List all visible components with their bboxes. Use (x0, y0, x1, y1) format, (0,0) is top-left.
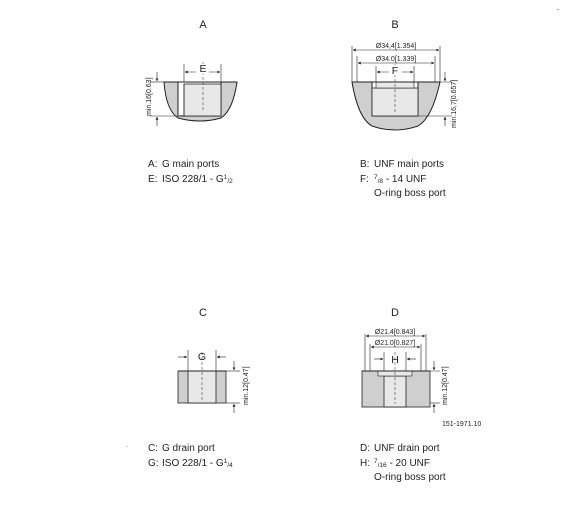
view-d-dia-inner: Ø21.0[0.827] (374, 340, 416, 347)
view-c-bore-label: G (197, 351, 207, 363)
view-b-dia-outer: Ø34,4[1.354] (375, 43, 417, 50)
view-a-bore-label: E (199, 63, 207, 75)
view-b-letter: B (391, 19, 399, 31)
view-d-letter: D (391, 307, 399, 319)
stray-mark: - (557, 7, 560, 14)
view-b-depth-dim: min.16,7[0.657] (451, 79, 458, 128)
caption-a: A: G main ports E: ISO $228/1 - G^1/2$ (148, 159, 233, 185)
view-b (352, 19, 458, 130)
view-d-depth-dim: min.12[0.47] (442, 366, 449, 405)
drawing-reference: 151-1971.10 (442, 421, 482, 428)
view-d-dia-outer: Ø21.4[0.843] (374, 329, 416, 336)
view-c-letter: C (199, 307, 207, 319)
view-d-bore-label: H (391, 354, 399, 366)
view-a-bore (184, 84, 221, 116)
view-a-depth-dim: min.16[0.63] (146, 77, 153, 116)
view-b-dia-inner: Ø34.0[1.339] (375, 56, 417, 63)
view-a-letter: A (199, 19, 207, 31)
view-d (362, 307, 449, 413)
caption-b: B: UNF main ports F: $^7$/8 - 14 UNF O-ring boss port (360, 159, 446, 199)
stray-mark: . (126, 442, 128, 449)
view-c-depth-dim: min.12[0.47] (243, 366, 250, 405)
view-a (146, 19, 237, 126)
caption-c: C: G drain port G: ISO $228/1 - G^1/4$ (148, 443, 233, 469)
view-c (178, 307, 250, 413)
caption-d: D: UNF drain port H: $^7$/16 - 20 UNF O-ring boss port (360, 443, 446, 483)
view-b-bore-label: F (391, 65, 399, 77)
